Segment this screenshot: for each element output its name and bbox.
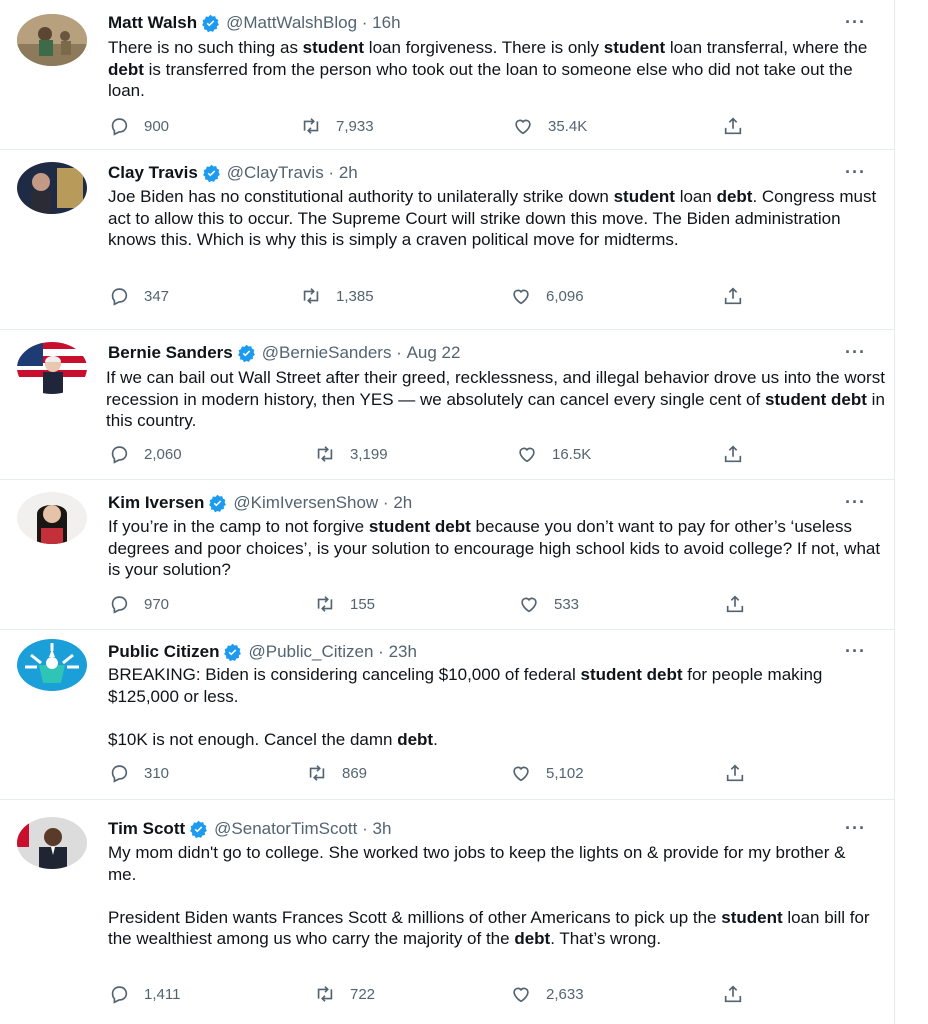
separator: · xyxy=(391,343,407,362)
like-count: 5,102 xyxy=(546,764,584,782)
timestamp[interactable]: 16h xyxy=(372,13,401,32)
verified-badge-icon xyxy=(208,494,227,513)
retweet-count: 3,199 xyxy=(350,445,388,463)
highlighted-keyword: student debt xyxy=(368,517,471,536)
highlighted-keyword: student xyxy=(302,38,365,57)
reply-icon xyxy=(108,443,130,465)
retweet-button[interactable] xyxy=(306,762,367,784)
reply-count: 970 xyxy=(144,595,170,613)
retweet-button[interactable] xyxy=(314,593,375,615)
tweet-text xyxy=(108,516,888,581)
share-button[interactable] xyxy=(722,443,758,465)
avatar[interactable] xyxy=(17,639,87,691)
highlighted-keyword: student xyxy=(603,38,666,57)
more-icon[interactable]: ··· xyxy=(845,818,866,838)
retweet-icon xyxy=(314,983,336,1005)
reply-button[interactable] xyxy=(108,115,169,137)
retweet-count: 869 xyxy=(342,764,368,782)
reply-count: 347 xyxy=(144,287,170,305)
retweet-count: 1,385 xyxy=(336,287,374,305)
text-run: because you don’t want to pay for other’s ‘useless degrees and poor choices’, is your solution to encourage high school kids to avoid college? If not, what is your solution? xyxy=(108,517,881,579)
share-button[interactable] xyxy=(722,115,758,137)
text-run: . xyxy=(433,729,438,749)
share-icon xyxy=(724,762,746,784)
reply-icon xyxy=(108,285,130,307)
retweet-icon xyxy=(300,115,322,137)
verified-badge-icon xyxy=(201,14,220,33)
author-handle[interactable]: @SenatorTimScott xyxy=(214,819,358,838)
retweet-icon xyxy=(314,593,336,615)
share-icon xyxy=(722,983,744,1005)
text-run: My mom didn't go to college. She worked two jobs to keep the lights on & provide for my brother & me. xyxy=(108,843,846,884)
text-run: loan forgiveness. There is only xyxy=(364,38,604,57)
reply-button[interactable] xyxy=(108,443,182,465)
author-name[interactable]: Public Citizen xyxy=(108,642,220,661)
tweet[interactable] xyxy=(0,330,895,480)
retweet-icon xyxy=(300,285,322,307)
highlighted-keyword: student debt xyxy=(764,389,867,409)
timestamp[interactable]: Aug 22 xyxy=(406,343,461,362)
like-button[interactable] xyxy=(512,115,587,137)
separator: · xyxy=(378,493,394,512)
separator: · xyxy=(357,13,373,32)
text-run: $10K is not enough. Cancel the damn xyxy=(108,729,398,749)
reply-icon xyxy=(108,762,130,784)
tweet-paragraph xyxy=(108,729,878,751)
avatar[interactable] xyxy=(17,14,87,66)
highlighted-keyword: debt xyxy=(716,187,753,206)
like-count: 16.5K xyxy=(552,445,592,463)
text-run: in this country. xyxy=(106,389,885,430)
retweet-icon xyxy=(314,443,336,465)
share-button[interactable] xyxy=(722,983,758,1005)
text-run: President Biden wants Frances Scott & millions of other Americans to pick up the xyxy=(108,907,722,927)
share-icon xyxy=(722,443,744,465)
avatar[interactable] xyxy=(17,817,87,869)
timestamp[interactable]: 23h xyxy=(388,642,417,661)
reply-button[interactable] xyxy=(108,762,169,784)
like-button[interactable] xyxy=(518,593,579,615)
like-count: 6,096 xyxy=(546,287,584,305)
like-button[interactable] xyxy=(510,762,584,784)
verified-badge-icon xyxy=(223,643,242,662)
like-count: 533 xyxy=(554,595,580,613)
retweet-button[interactable] xyxy=(314,443,388,465)
text-run: loan xyxy=(674,187,717,206)
reply-icon xyxy=(108,983,130,1005)
timestamp[interactable]: 2h xyxy=(393,493,413,512)
author-name[interactable]: Tim Scott xyxy=(108,819,186,838)
like-icon xyxy=(518,593,540,615)
more-icon[interactable]: ··· xyxy=(845,641,866,661)
like-count: 2,633 xyxy=(546,985,584,1003)
tweet-paragraph xyxy=(108,186,878,251)
tweet[interactable] xyxy=(0,480,895,630)
author-name[interactable]: Bernie Sanders xyxy=(108,343,233,362)
like-icon xyxy=(512,115,534,137)
text-run: loan bill for the wealthiest among us who carry the majority of the xyxy=(108,907,870,948)
share-icon xyxy=(722,115,744,137)
highlighted-keyword: student debt xyxy=(580,665,683,684)
tweet-paragraph xyxy=(108,664,878,707)
highlighted-keyword: debt xyxy=(514,929,551,948)
reply-icon xyxy=(108,115,130,137)
text-run: for people making $125,000 or less. xyxy=(108,665,823,706)
tweet-paragraph xyxy=(108,37,878,102)
author-handle[interactable]: @ClayTravis xyxy=(226,163,324,182)
timestamp[interactable]: 3h xyxy=(372,819,392,838)
timestamp[interactable]: 2h xyxy=(338,163,358,182)
like-button[interactable] xyxy=(510,983,584,1005)
retweet-count: 155 xyxy=(350,595,376,613)
more-icon[interactable]: ··· xyxy=(845,12,866,32)
retweet-icon xyxy=(306,762,328,784)
reply-button[interactable] xyxy=(108,593,169,615)
retweet-button[interactable] xyxy=(300,285,374,307)
text-run: If we can bail out Wall Street after their greed, recklessness, and illegal behavior drove us into the worst recession in modern history, then YES — we absolutely can cancel every single cent of xyxy=(106,368,885,409)
more-icon[interactable]: ··· xyxy=(845,162,866,182)
tweet-paragraph xyxy=(106,367,896,432)
verified-badge-icon xyxy=(189,820,208,839)
highlighted-keyword: debt xyxy=(397,729,434,749)
author-name[interactable]: Matt Walsh xyxy=(108,13,198,32)
tweet-text xyxy=(108,842,878,950)
like-button[interactable] xyxy=(516,443,591,465)
more-icon[interactable]: ··· xyxy=(845,492,866,512)
retweet-count: 722 xyxy=(350,985,376,1003)
like-icon xyxy=(510,983,532,1005)
avatar[interactable] xyxy=(17,162,87,214)
share-icon xyxy=(722,285,744,307)
separator: · xyxy=(373,642,389,661)
author-handle[interactable]: @BernieSanders xyxy=(261,343,392,362)
text-run: There is no such thing as xyxy=(108,38,303,57)
reply-button[interactable] xyxy=(108,285,169,307)
like-icon xyxy=(510,762,532,784)
separator: · xyxy=(357,819,373,838)
reply-count: 900 xyxy=(144,117,170,135)
avatar[interactable] xyxy=(17,342,87,394)
avatar[interactable] xyxy=(17,492,87,544)
share-button[interactable] xyxy=(724,762,760,784)
retweet-button[interactable] xyxy=(314,983,375,1005)
text-run: . That’s wrong. xyxy=(550,929,662,948)
text-run: If you’re in the camp to not forgive xyxy=(108,517,369,536)
tweet-paragraph xyxy=(108,842,878,885)
more-icon[interactable]: ··· xyxy=(845,342,866,362)
tweet-text xyxy=(108,186,878,251)
reply-count: 310 xyxy=(144,764,170,782)
text-run: Joe Biden has no constitutional authority to unilaterally strike down xyxy=(108,187,614,206)
tweet-paragraph xyxy=(108,516,888,581)
tweet-text xyxy=(108,664,878,750)
highlighted-keyword: student xyxy=(721,907,783,927)
like-icon xyxy=(516,443,538,465)
author-name[interactable]: Clay Travis xyxy=(108,163,198,182)
tweet-text xyxy=(106,367,896,432)
like-button[interactable] xyxy=(510,285,584,307)
tweet[interactable] xyxy=(0,800,895,1024)
tweet[interactable] xyxy=(0,0,895,150)
author-handle[interactable]: @KimIversenShow xyxy=(233,493,379,512)
text-run: . Congress must act to allow this to occur. The Supreme Court will strike down this move. The Biden administration knows this. Which is why this is simply a craven political move for midterms. xyxy=(108,187,877,249)
verified-badge-icon xyxy=(237,344,256,363)
share-icon xyxy=(724,593,746,615)
tweet[interactable] xyxy=(0,630,895,800)
tweet-paragraph xyxy=(108,907,878,950)
highlighted-keyword: student xyxy=(613,187,675,206)
text-run: loan transferral, where the xyxy=(665,38,868,57)
separator: · xyxy=(323,163,339,182)
retweet-button[interactable] xyxy=(300,115,374,137)
share-button[interactable] xyxy=(722,285,758,307)
like-count: 35.4K xyxy=(548,117,588,135)
highlighted-keyword: debt xyxy=(108,59,144,79)
reply-count: 1,411 xyxy=(144,985,181,1003)
text-run: is transferred from the person who took out the loan to someone else who did not take out the loan. xyxy=(108,59,853,100)
tweet-text xyxy=(108,37,878,102)
author-name[interactable]: Kim Iversen xyxy=(108,493,205,512)
reply-icon xyxy=(108,593,130,615)
reply-count: 2,060 xyxy=(144,445,182,463)
verified-badge-icon xyxy=(202,164,221,183)
share-button[interactable] xyxy=(724,593,760,615)
reply-button[interactable] xyxy=(108,983,180,1005)
like-icon xyxy=(510,285,532,307)
author-handle[interactable]: @MattWalshBlog xyxy=(226,13,358,32)
author-handle[interactable]: @Public_Citizen xyxy=(248,642,374,661)
retweet-count: 7,933 xyxy=(336,117,374,135)
text-run: BREAKING: Biden is considering canceling $10,000 of federal xyxy=(108,665,581,684)
tweet[interactable] xyxy=(0,150,895,330)
